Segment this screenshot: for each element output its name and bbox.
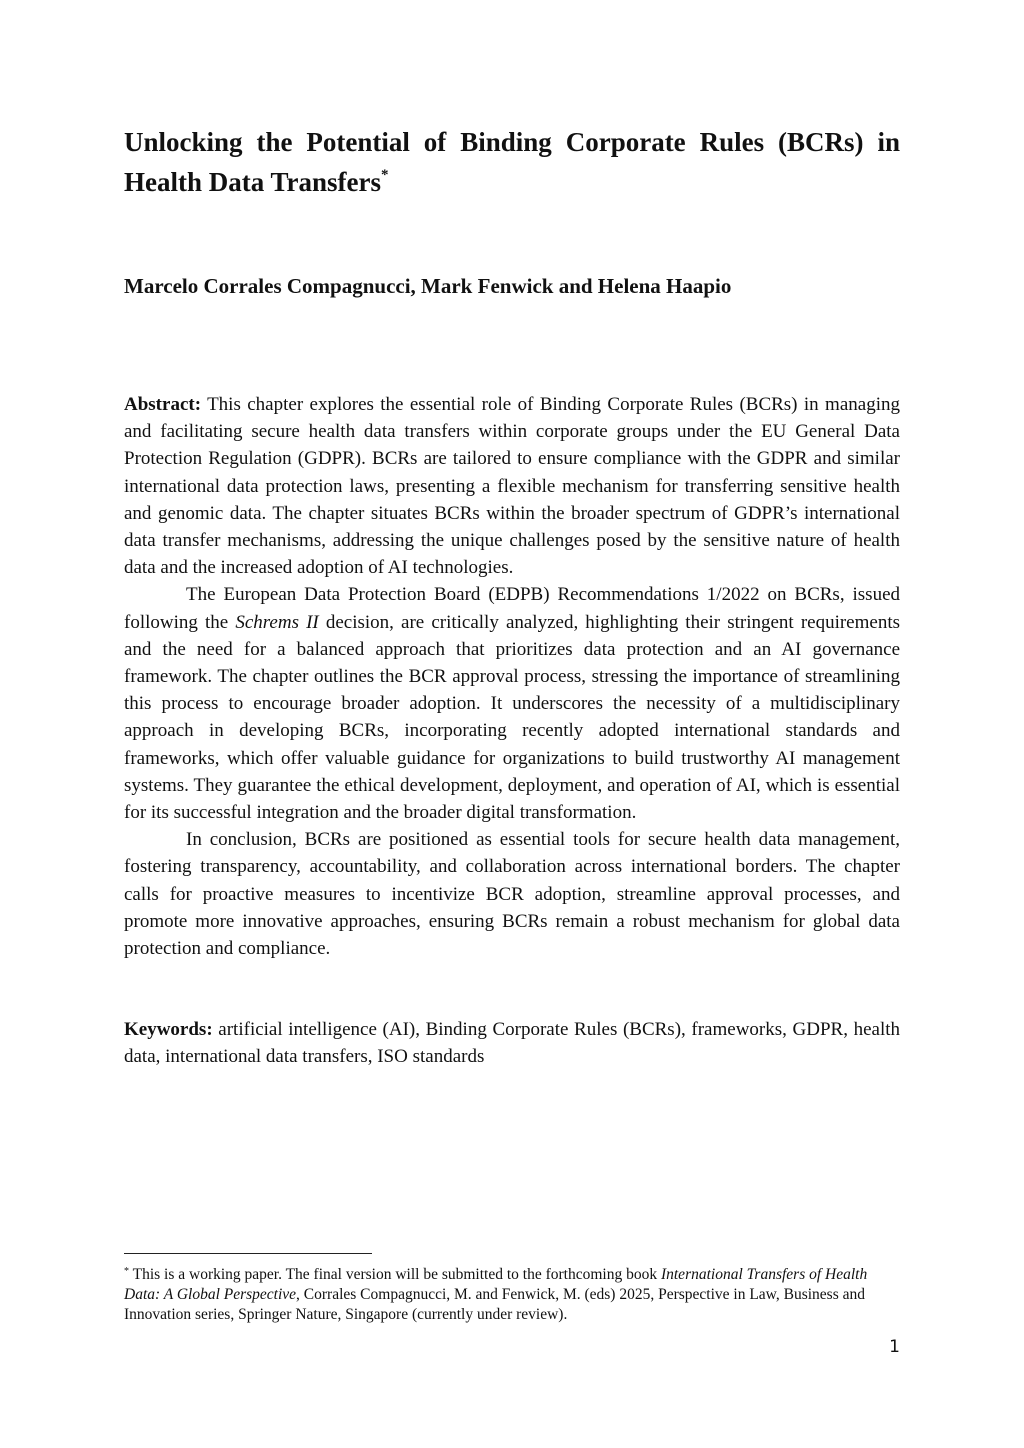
paper-title-text: Unlocking the Potential of Binding Corporate Rules (BCRs) in Health Data Transfers: [124, 127, 900, 197]
footnote-separator: [124, 1253, 372, 1254]
abstract-label: Abstract:: [124, 394, 202, 415]
abstract-paragraph-2-text-start: The European Data Protection Board (EDPB) Recommendations 1/2022 on BCRs, issued following the: [124, 584, 900, 633]
keywords-text: artificial intelligence (AI), Binding Corporate Rules (BCRs), frameworks, GDPR, health data, international data transfers, ISO standards: [124, 1019, 901, 1068]
author-list: Marcelo Corrales Compagnucci, Mark Fenwick and Helena Haapio: [124, 274, 732, 298]
paper-title: [124, 122, 900, 202]
footnote: [124, 1265, 900, 1325]
keywords-label: Keywords:: [124, 1019, 213, 1040]
abstract-paragraph-2: [124, 581, 900, 826]
page-number: 1: [889, 1337, 900, 1357]
footnote-text-start: This is a working paper. The final version will be submitted to the forthcoming book: [132, 1266, 661, 1283]
abstract-paragraph-1: [124, 391, 900, 581]
keywords-section: [124, 1016, 900, 1070]
abstract-paragraph-3: In conclusion, BCRs are positioned as essential tools for secure health data management, fostering transparency, accountability, and collaboration across international borders. The chapter calls for proactive measures to incentivize BCR adoption, streamline approval processes, and promote more innovative approaches, ensuring BCRs remain a robust mechanism for global data protection and compliance.: [124, 829, 900, 960]
footnote-text-end: , Corrales Compagnucci, M. and Fenwick, M. (eds) 2025, Perspective in Law, Business and Innovation series, Springer Nature, Singapore (currently under review).: [124, 1286, 865, 1323]
footnote-marker: *: [124, 1266, 129, 1277]
title-footnote-marker: *: [380, 167, 389, 183]
case-name-italic: Schrems II: [235, 611, 319, 633]
footnote-book-title: International Transfers of Health Data: A Global Perspective: [124, 1266, 868, 1303]
abstract-section: [124, 391, 900, 962]
abstract-paragraph-2-text-end: decision, are critically analyzed, highlighting their stringent requirements and the need for a balanced approach that prioritizes data protection and an AI governance framework. The chapter outlines the BCR approval process, stressing the importance of streamlining this process to encourage broader adoption. It underscores the necessity of a multidisciplinary approach in developing BCRs, incorporating recently adopted international standards and frameworks, which offer valuable guidance for organizations to build trustworthy AI management systems. They guarantee the ethical development, deployment, and operation of AI, which is essential for its successful integration and the broader digital transformation.: [124, 611, 900, 824]
abstract-paragraph-1-text: This chapter explores the essential role of Binding Corporate Rules (BCRs) in managing and facilitating secure health data transfers within corporate groups under the EU General Data Protection Regulation (GDPR). BCRs are tailored to ensure compliance with the GDPR and similar international data protection laws, presenting a flexible mechanism for transferring sensitive health and genomic data. The chapter situates BCRs within the broader spectrum of GDPR’s international data transfer mechanisms, addressing the unique challenges posed by the sensitive nature of health data and the increased adoption of AI technologies.: [124, 394, 900, 579]
